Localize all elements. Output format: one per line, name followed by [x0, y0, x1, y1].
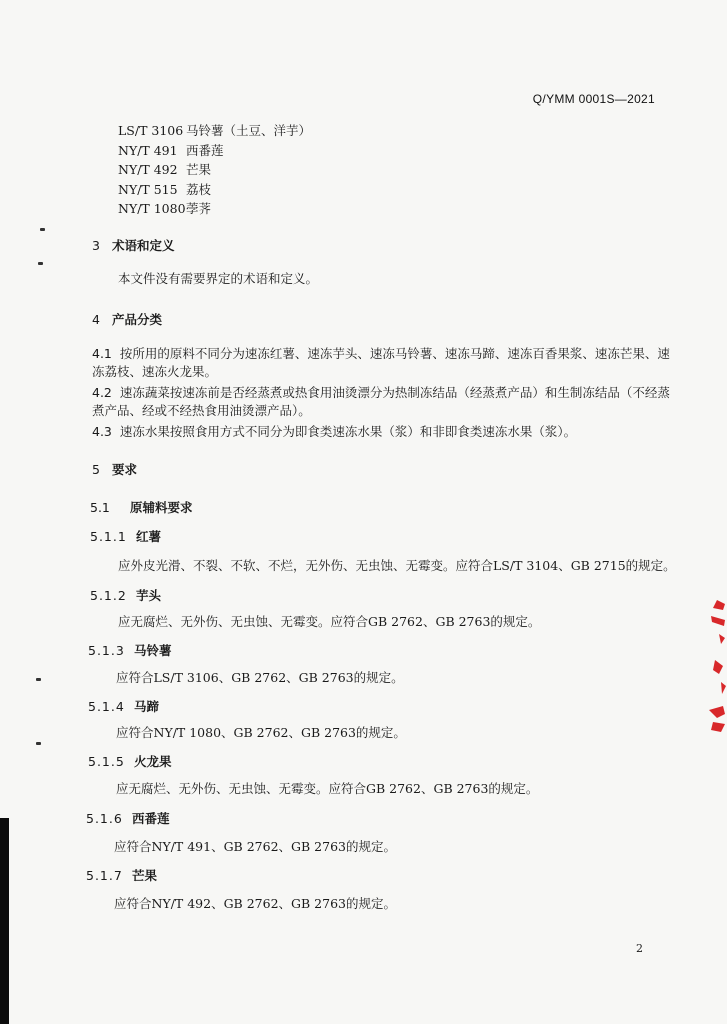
item-5-1-3-heading — [88, 641, 172, 659]
clause-number: 4.3 — [92, 424, 112, 439]
scan-speck — [38, 262, 43, 265]
subsection-number: 5.1 — [90, 500, 110, 515]
seal-stamp-fragment — [703, 590, 727, 750]
item-title: 芋头 — [136, 588, 162, 603]
clause-4-1 — [92, 345, 672, 381]
clause-4-2 — [92, 384, 672, 420]
item-5-1-1-heading — [90, 527, 161, 545]
item-5-1-4-text: 应符合NY/T 1080、GB 2762、GB 2763的规定。 — [116, 725, 406, 740]
item-number: 5.1.1 — [90, 529, 127, 544]
item-number: 5.1.7 — [86, 868, 123, 883]
item-title: 马蹄 — [134, 699, 160, 714]
item-number: 5.1.3 — [88, 643, 125, 658]
item-title: 马铃薯 — [134, 643, 172, 658]
reference-name: 马铃薯（土豆、洋芋） — [186, 123, 312, 138]
reference-code: LS/T 3106 — [118, 123, 184, 138]
reference-code: NY/T 515 — [118, 181, 178, 197]
section-title: 术语和定义 — [112, 238, 175, 253]
section-number: 3 — [92, 238, 100, 253]
clause-text: 按所用的原料不同分为速冻红薯、速冻芋头、速冻马铃薯、速冻马蹄、速冻百香果浆、速冻芒果、速冻荔枝、速冻火龙果。 — [92, 346, 670, 379]
normative-references-list — [118, 121, 311, 219]
reference-code: NY/T 491 — [118, 142, 178, 158]
item-title: 芒果 — [132, 868, 158, 883]
item-title: 红薯 — [136, 529, 162, 544]
section-3-heading — [92, 236, 175, 254]
clause-4-3 — [92, 423, 672, 441]
item-5-1-5-text: 应无腐烂、无外伤、无虫蚀、无霉变。应符合GB 2762、GB 2763的规定。 — [116, 781, 539, 796]
item-number: 5.1.2 — [90, 588, 127, 603]
scan-edge-shadow — [0, 818, 9, 1024]
reference-name: 西番莲 — [186, 142, 224, 158]
item-5-1-3-text: 应符合LS/T 3106、GB 2762、GB 2763的规定。 — [116, 670, 404, 685]
item-5-1-2-text: 应无腐烂、无外伤、无虫蚀、无霉变。应符合GB 2762、GB 2763的规定。 — [118, 614, 541, 629]
subsection-5-1-heading — [90, 498, 193, 516]
section-number: 4 — [92, 312, 100, 327]
section-number: 5 — [92, 462, 100, 477]
reference-name: 荔枝 — [186, 181, 212, 197]
subsection-title: 原辅料要求 — [130, 500, 193, 515]
item-number: 5.1.6 — [86, 811, 123, 826]
item-5-1-6-heading — [86, 809, 170, 827]
reference-item — [118, 180, 311, 200]
item-number: 5.1.5 — [88, 754, 125, 769]
item-5-1-6-text: 应符合NY/T 491、GB 2762、GB 2763的规定。 — [114, 839, 396, 854]
reference-name: 芒果 — [186, 162, 212, 177]
section-title: 要求 — [112, 462, 138, 477]
item-5-1-7-heading — [86, 866, 157, 884]
scan-speck — [36, 678, 41, 681]
item-5-1-7-text: 应符合NY/T 492、GB 2762、GB 2763的规定。 — [114, 896, 396, 911]
clause-number: 4.1 — [92, 346, 112, 361]
reference-item — [118, 160, 311, 180]
standard-number: Q/YMM 0001S—2021 — [532, 92, 655, 106]
item-title: 火龙果 — [134, 754, 172, 769]
section-3-text: 本文件没有需要界定的术语和定义。 — [118, 271, 319, 286]
clause-text: 速冻蔬菜按速冻前是否经蒸煮或热食用油烫漂分为热制冻结品（经蒸煮产品）和生制冻结品（不经蒸煮产品、经或不经热食用油烫漂产品）。 — [92, 385, 670, 418]
scan-speck — [36, 742, 41, 745]
item-number: 5.1.4 — [88, 699, 125, 714]
item-5-1-5-heading — [88, 752, 172, 770]
scan-speck — [40, 228, 45, 231]
page-number: 2 — [636, 942, 643, 955]
clause-text: 速冻水果按照食用方式不同分为即食类速冻水果（浆）和非即食类速冻水果（浆）。 — [119, 424, 577, 439]
item-5-1-1-text: 应外皮光滑、不裂、不软、不烂，无外伤、无虫蚀、无霉变。应符合LS/T 3104、GB 2715的规定。 — [118, 558, 676, 573]
item-5-1-4-heading — [88, 697, 159, 715]
reference-item — [118, 121, 311, 141]
clause-number: 4.2 — [92, 385, 112, 400]
reference-code: NY/T 1080 — [118, 201, 186, 216]
reference-item — [118, 141, 311, 161]
reference-code: NY/T 492 — [118, 162, 178, 177]
reference-name: 荸荠 — [186, 201, 212, 216]
reference-item — [118, 199, 311, 219]
item-5-1-2-heading — [90, 586, 161, 604]
section-5-heading — [92, 460, 137, 478]
section-title: 产品分类 — [112, 312, 163, 327]
section-4-heading — [92, 310, 162, 328]
item-title: 西番莲 — [132, 811, 170, 826]
